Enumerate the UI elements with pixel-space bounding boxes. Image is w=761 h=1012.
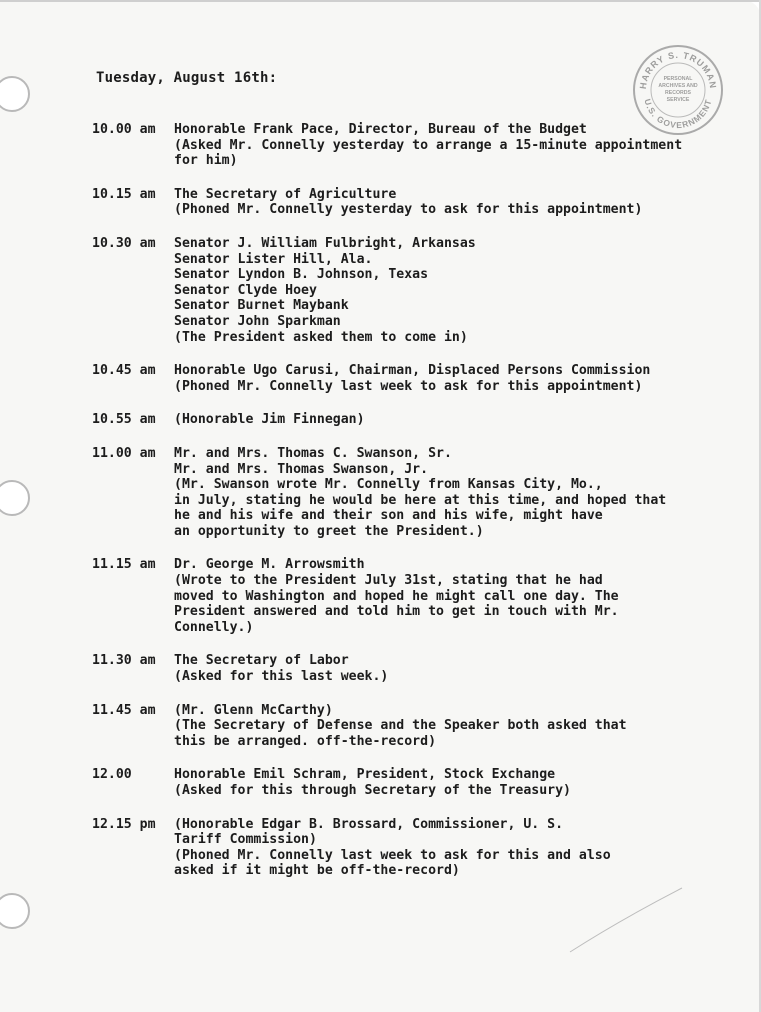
appointment-line: (Wrote to the President July 31st, stating that he had xyxy=(174,573,603,589)
punch-hole-top xyxy=(0,76,30,112)
appointment-entry xyxy=(92,236,732,345)
appointment-entry xyxy=(92,653,732,684)
appointment-time: 12.00 xyxy=(92,767,132,783)
appointment-line: this be arranged. off-the-record) xyxy=(174,733,437,749)
appointment-entry xyxy=(92,412,732,428)
stamp-bottom-text: U.S. GOVERNMENT xyxy=(642,97,714,131)
stamp-center-line-3: RECORDS xyxy=(665,90,691,96)
appointment-line: an opportunity to greet the President.) xyxy=(174,523,484,539)
appointment-line: The Secretary of Agriculture xyxy=(174,186,397,202)
appointment-entry xyxy=(92,767,732,798)
appointment-line: Honorable Ugo Carusi, Chairman, Displaced Persons Commission xyxy=(174,363,651,379)
appointment-line: President answered and told him to get in touch with Mr. xyxy=(174,604,619,620)
appointment-line: Senator Burnet Maybank xyxy=(174,298,349,314)
appointment-time: 11.45 am xyxy=(92,702,156,718)
appointment-line: (Asked Mr. Connelly yesterday to arrange a 15-minute appointment xyxy=(174,137,683,153)
appointment-entry xyxy=(92,446,732,540)
appointment-line: (Phoned Mr. Connelly last week to ask for this and also xyxy=(174,847,611,863)
appointment-time: 11.00 am xyxy=(92,445,156,461)
appointment-time: 11.30 am xyxy=(92,653,156,669)
appointment-entry xyxy=(92,363,732,394)
appointment-entry xyxy=(92,122,732,169)
punch-hole-bottom xyxy=(0,893,30,929)
appointment-line: (Mr. Glenn McCarthy) xyxy=(174,702,333,718)
date-heading: Tuesday, August 16th: xyxy=(96,70,278,86)
appointment-line: The Secretary of Labor xyxy=(174,653,349,669)
appointment-line: he and his wife and their son and his wife, might have xyxy=(174,508,603,524)
stamp-center-line-1: PERSONAL xyxy=(663,76,693,82)
appointment-line: (Honorable Jim Finnegan) xyxy=(174,412,365,428)
appointment-line: (Mr. Swanson wrote Mr. Connelly from Kansas City, Mo., xyxy=(174,477,603,493)
appointment-line: Mr. and Mrs. Thomas C. Swanson, Sr. xyxy=(174,445,452,461)
appointment-line: (The President asked them to come in) xyxy=(174,329,468,345)
appointment-time: 10.55 am xyxy=(92,412,156,428)
appointment-line: Connelly.) xyxy=(174,619,254,635)
appointment-line: (Asked for this through Secretary of the Treasury) xyxy=(174,783,571,798)
appointment-line: moved to Washington and hoped he might call one day. The xyxy=(174,588,619,604)
appointment-time: 11.15 am xyxy=(92,557,156,573)
appointment-time: 10.45 am xyxy=(92,363,156,379)
appointment-entry xyxy=(92,703,732,750)
appointment-time: 10.00 am xyxy=(92,122,156,137)
appointment-line: Senator Lister Hill, Ala. xyxy=(174,251,373,267)
appointment-line: Senator Clyde Hoey xyxy=(174,282,317,298)
appointment-time: 12.15 pm xyxy=(92,816,156,832)
appointment-time: 10.15 am xyxy=(92,186,156,202)
stamp-top-text: HARRY S. TRUMAN xyxy=(637,49,719,90)
appointment-line: Tariff Commission) xyxy=(174,832,317,848)
appointment-list xyxy=(92,122,732,879)
stamp-center-line-4: SERVICE xyxy=(666,97,690,103)
appointment-line: (Honorable Edgar B. Brossard, Commissioner, U. S. xyxy=(174,816,564,832)
appointment-line: Dr. George M. Arrowsmith xyxy=(174,557,365,573)
appointment-line: (Phoned Mr. Connelly last week to ask for this appointment) xyxy=(174,378,643,394)
pencil-mark xyxy=(560,880,690,960)
appointment-line: in July, stating he would be here at this time, and hoped that xyxy=(174,492,667,508)
appointment-entry xyxy=(92,817,732,879)
appointment-time: 10.30 am xyxy=(92,235,156,251)
page-top-edge xyxy=(0,0,761,2)
appointment-line: (Asked for this last week.) xyxy=(174,669,389,685)
appointment-line: Senator J. William Fulbright, Arkansas xyxy=(174,235,476,251)
appointment-line: Honorable Emil Schram, President, Stock Exchange xyxy=(174,767,556,783)
appointment-line: Honorable Frank Pace, Director, Bureau of the Budget xyxy=(174,122,587,137)
punch-hole-middle xyxy=(0,480,30,516)
appointment-line: Senator John Sparkman xyxy=(174,313,341,329)
stamp-center-line-2: ARCHIVES AND xyxy=(658,83,698,89)
appointment-line: asked if it might be off-the-record) xyxy=(174,863,460,879)
appointment-entry xyxy=(92,557,732,635)
appointment-line: (Phoned Mr. Connelly yesterday to ask for this appointment) xyxy=(174,202,643,218)
appointment-entry xyxy=(92,187,732,218)
appointment-line: for him) xyxy=(174,153,238,169)
appointment-line: Senator Lyndon B. Johnson, Texas xyxy=(174,267,429,283)
appointment-line: Mr. and Mrs. Thomas Swanson, Jr. xyxy=(174,461,429,477)
appointment-line: (The Secretary of Defense and the Speaker both asked that xyxy=(174,718,627,734)
